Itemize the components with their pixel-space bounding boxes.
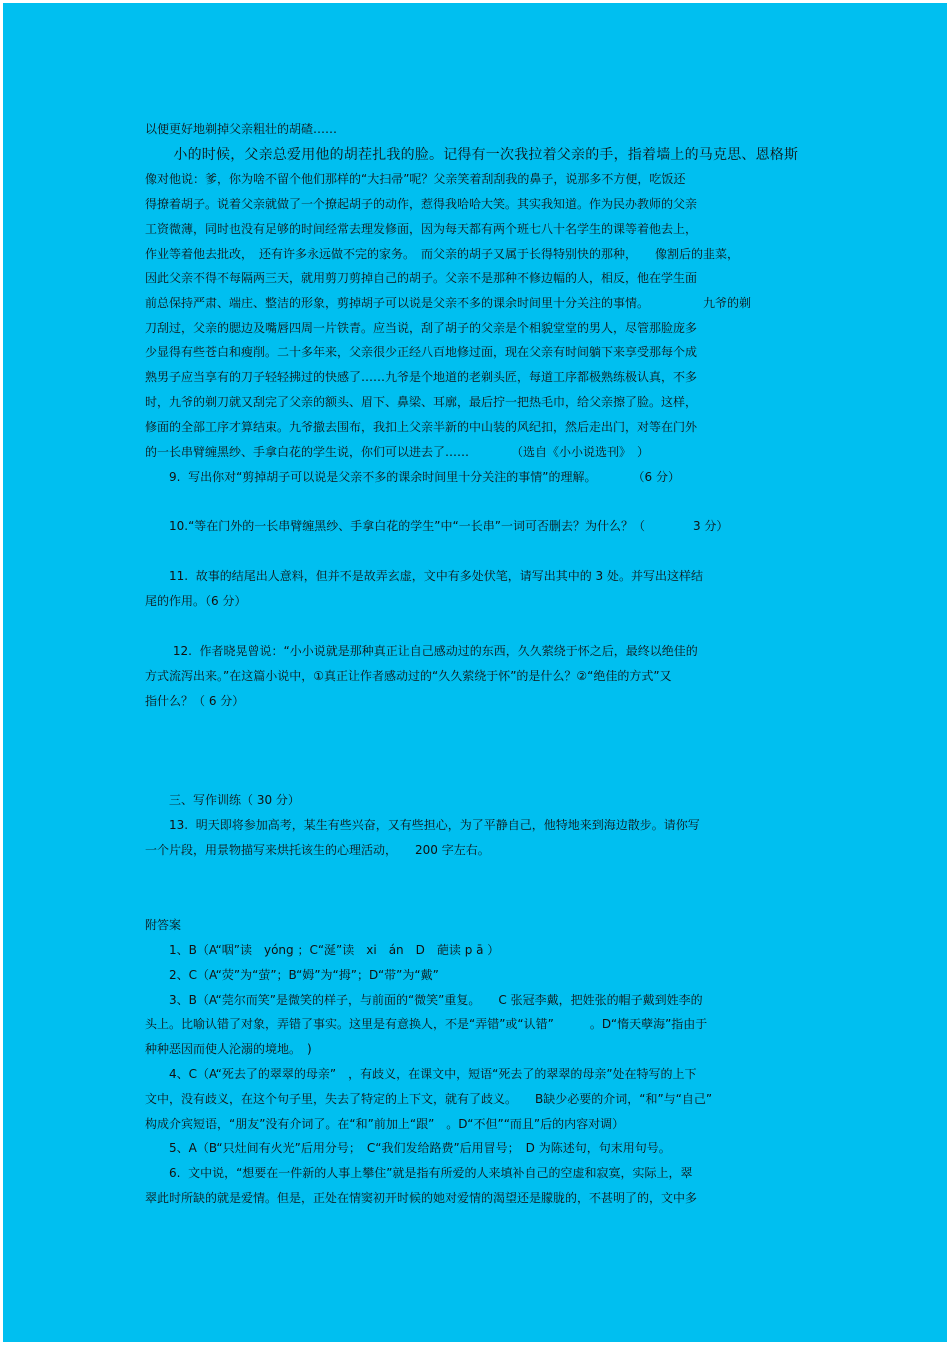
- answer-line: 头上。比喻认错了对象，弄错了事实。这里是有意换人，不是“弄错”或“认错” 。D“惰天孽海”指由于: [145, 1017, 708, 1031]
- passage-line: 刀刮过，父亲的腮边及嘴唇四周一片铁青。应当说，刮了胡子的父亲是个相貌堂堂的男人，尽管那脸庞多: [145, 321, 698, 335]
- question-10: 10.“等在门外的一长串臂缠黑纱、手拿白花的学生”中“一长串”一词可否删去？为什么？（ 3 分）: [145, 519, 729, 533]
- answer-line: 6. 文中说，“想要在一件新的人事上攀住”就是指有所爱的人来填补自己的空虚和寂寞，实际上，翠: [145, 1166, 693, 1180]
- answer-line: 1、B（A“咽”读 yóng ；C“涎”读 xi án D 葩读 p ā ）: [145, 943, 500, 957]
- passage-line: 修面的全部工序才算结束。九爷撤去围布，我扣上父亲半新的中山装的风纪扣，然后走出门，对等在门外: [145, 420, 698, 434]
- passage-line: 像对他说：爹，你为啥不留个他们那样的“大扫帚”呢？父亲笑着刮刮我的鼻子，说那多不方便，吃饭还: [145, 172, 686, 186]
- passage-line: 因此父亲不得不每隔两三天，就用剪刀剪掉自己的胡子。父亲不是那种不修边幅的人，相反，他在学生面: [145, 271, 698, 285]
- question-11: 11. 故事的结尾出人意料，但并不是故弄玄虚，文中有多处伏笔，请写出其中的 3 处。并写出这样结: [145, 569, 703, 583]
- document-page: [3, 3, 947, 1342]
- question-11-cont: 尾的作用。（6 分）: [145, 594, 247, 608]
- answer-line: 构成介宾短语，“朋友”没有介词了。在“和”前加上“跟” 。D“不但”“而且”后的内容对调）: [145, 1117, 625, 1131]
- passage-line: 的一长串臂缠黑纱、手拿白花的学生说，你们可以进去了…… （选自《小小说选刊》 ）: [145, 445, 650, 459]
- answer-line: 4、C（A“死去了的翠翠的母亲” ，有歧义，在课文中，短语“死去了的翠翠的母亲”处在特写的上下: [145, 1067, 697, 1081]
- question-9: 9. 写出你对“剪掉胡子可以说是父亲不多的课余时间里十分关注的事情”的理解。 （6 分）: [145, 470, 680, 484]
- passage-line: 以便更好地剃掉父亲粗壮的胡碴……: [145, 122, 338, 136]
- passage-line: 得撩着胡子。说着父亲就做了一个撩起胡子的动作，惹得我哈哈大笑。其实我知道。作为民办教师的父亲: [145, 197, 698, 211]
- passage-line: 少显得有些苍白和瘦削。二十多年来，父亲很少正经八百地修过面，现在父亲有时间躺下来享受那每个成: [145, 345, 698, 359]
- passage-line: 工资微薄，同时也没有足够的时间经常去理发修面，因为每天都有两个班七八十名学生的课等着他去上，: [145, 222, 698, 236]
- question-12-cont: 指什么？（ 6 分）: [145, 694, 245, 708]
- question-12: 12. 作者晓晃曾说：“小小说就是那种真正让自己感动过的东西，久久萦绕于怀之后，最终以绝佳的: [145, 644, 698, 658]
- answer-line: 文中，没有歧义，在这个句子里，失去了特定的上下文，就有了歧义。 B缺少必要的介词，“和”与“自己”: [145, 1092, 713, 1106]
- question-12-cont: 方式流泻出来。”在这篇小说中，①真正让作者感动过的“久久萦绕于怀”的是什么？②“绝佳的方式”又: [145, 669, 672, 683]
- passage-line: 时，九爷的剃刀就又刮完了父亲的额头、眉下、鼻梁、耳廓，最后拧一把热毛巾，给父亲擦了脸。这样，: [145, 395, 698, 409]
- passage-line: 小的时候，父亲总爱用他的胡茬扎我的脸。记得有一次我拉着父亲的手，指着墙上的马克思、恩格斯: [145, 147, 799, 163]
- answer-line: 翠此时所缺的就是爱情。但是，正处在情窦初开时候的她对爱情的渴望还是朦胧的，不甚明了的，文中多: [145, 1191, 698, 1205]
- question-13-cont: 一个片段，用景物描写来烘托该生的心理活动， 200 字左右。: [145, 843, 490, 857]
- answer-line: 5、A（B“只灶间有火光”后用分号； C“我们发给路费”后用冒号； D 为陈述句，句末用句号。: [145, 1141, 671, 1155]
- passage-line: 作业等着他去批改， 还有许多永远做不完的家务。 而父亲的胡子又属于长得特别快的那种， 像割后的韭菜，: [145, 247, 740, 261]
- answer-line: 种种恶因而使人沦溺的境地。 ): [145, 1042, 312, 1056]
- answer-line: 3、B（A“莞尔而笑”是微笑的样子，与前面的“微笑”重复。 C 张冠李戴，把姓张的帽子戴到姓李的: [145, 993, 703, 1007]
- passage-line: 前总保持严肃、端庄、整洁的形象，剪掉胡子可以说是父亲不多的课余时间里十分关注的事情。 九爷的剃: [145, 296, 752, 310]
- passage-line: 熟男子应当享有的刀子轻轻拂过的快感了……九爷是个地道的老剃头匠，每道工序都极熟练极认真，不多: [145, 370, 698, 384]
- section-heading-writing: 三、写作训练（ 30 分）: [145, 793, 300, 807]
- answer-line: 2、C（A“荧”为“萤”；B“姆”为“拇”；D“带”为“戴”: [145, 968, 439, 982]
- question-13: 13. 明天即将参加高考，某生有些兴奋，又有些担心，为了平静自己，他特地来到海边散步。请你写: [145, 818, 700, 832]
- answers-heading: 附答案: [145, 918, 182, 932]
